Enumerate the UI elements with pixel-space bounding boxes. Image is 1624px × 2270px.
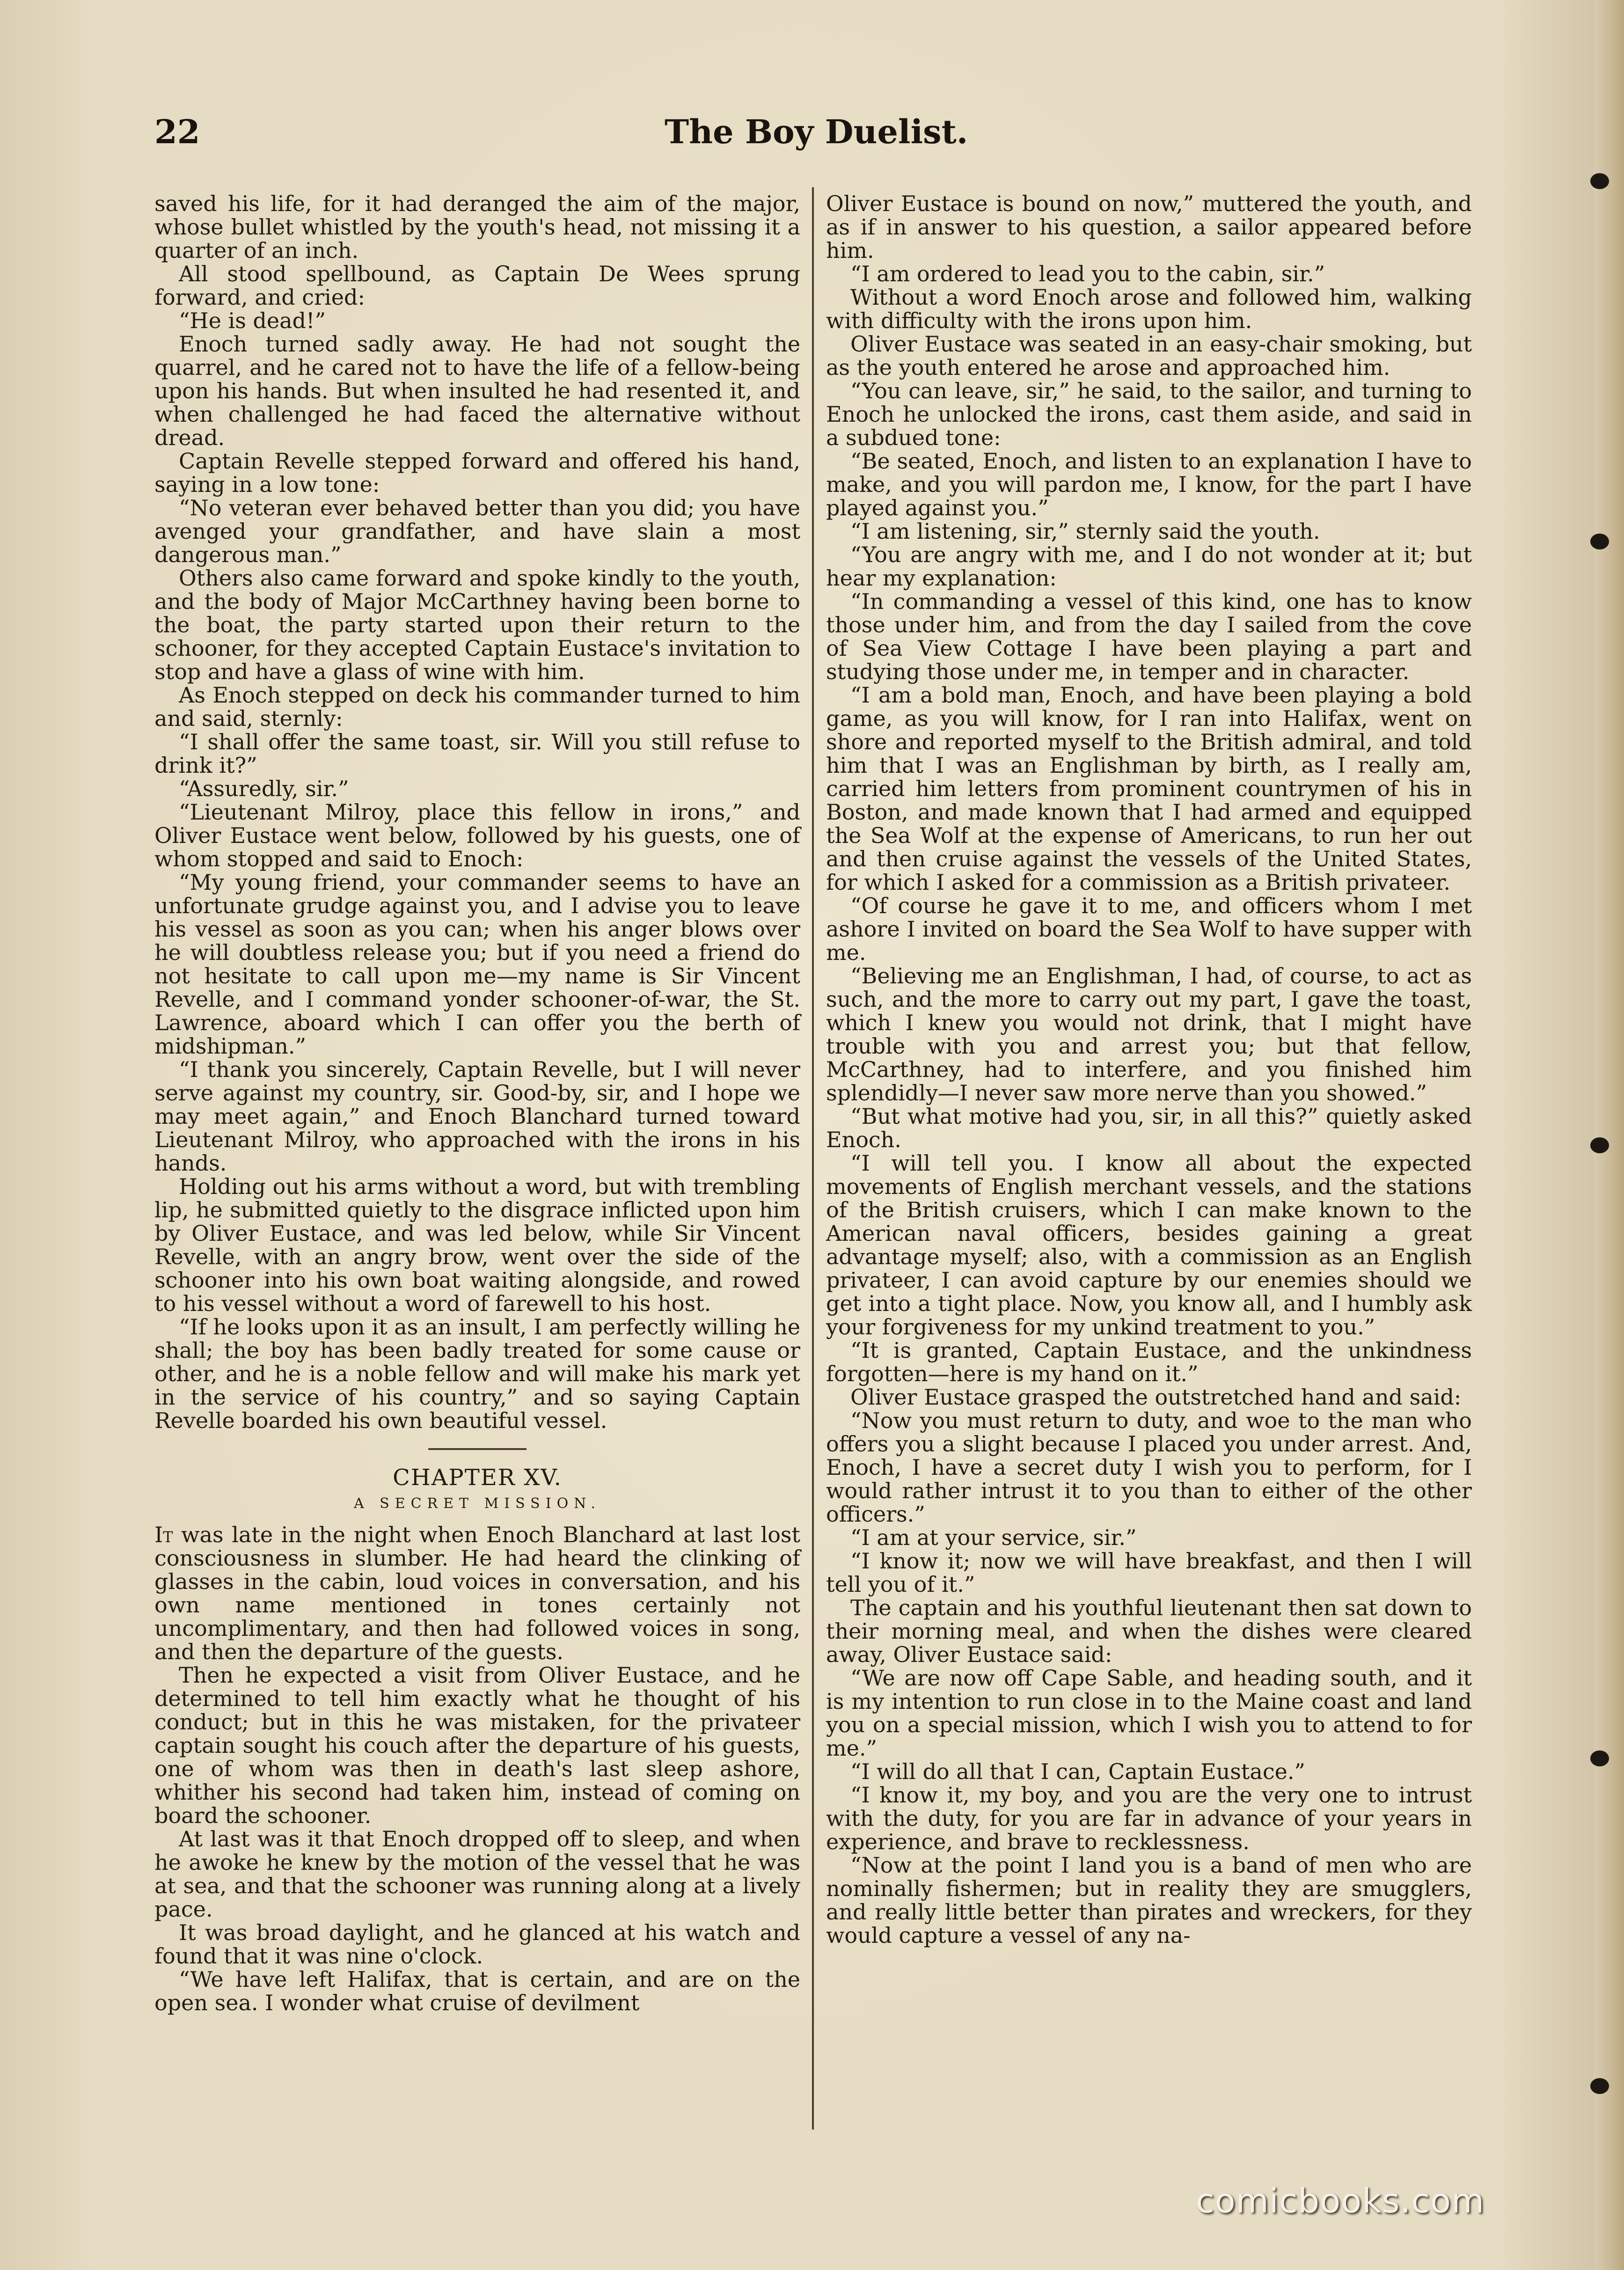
- paragraph: Oliver Eustace was seated in an easy-chair smoking, but as the youth entered he arose and approached him.: [826, 331, 1472, 380]
- chapter-heading: CHAPTER XV.: [393, 1465, 562, 1491]
- paragraph: “Lieutenant Milroy, place this fellow in irons,” and Oliver Eustace went below, followed by his guests, one of whom stopped and said to Enoch:: [154, 799, 800, 871]
- paragraph: “I am listening, sir,” sternly said the youth.: [850, 519, 1320, 544]
- binding-hole: [1590, 1750, 1609, 1766]
- paragraph: Enoch turned sadly away. He had not sought the quarrel, and he cared not to have the life of a fellow-being upon his hands. But when insulted he had resented it, and when challenged he had faced the alternative without dread.: [154, 331, 800, 450]
- paragraph: “But what motive had you, sir, in all this?” quietly asked Enoch.: [826, 1104, 1472, 1152]
- paragraph: Captain Revelle stepped forward and offered his hand, saying in a low tone:: [154, 448, 800, 497]
- paragraph: “We have left Halifax, that is certain, and are on the open sea. I wonder what cruise of devilment: [154, 1967, 800, 2015]
- chapter-subtitle: A SECRET MISSION.: [353, 1495, 601, 1512]
- paragraph: At last was it that Enoch dropped off to sleep, and when he awoke he knew by the motion of the vessel that he was at sea, and that the schooner was running along at a lively pace.: [154, 1826, 800, 1922]
- paragraph: All stood spellbound, as Captain De Wees sprung forward, and cried:: [154, 261, 800, 310]
- paragraph: “No veteran ever behaved better than you did; you have avenged your grandfather, and have slain a most dangerous man.”: [154, 495, 800, 567]
- paragraph: “You can leave, sir,” he said, to the sailor, and turning to Enoch he unlocked the irons, cast them aside, and said in a subdued tone:: [826, 378, 1472, 450]
- paragraph: Holding out his arms without a word, but with trembling lip, he submitted quietly to the disgrace inflicted upon him by Oliver Eustace, and was led below, while Sir Vincent Revelle, with an angry brow, went over the side of the schooner into his own boat waiting alongside, and rowed to his vessel without a word of farewell to his host.: [154, 1174, 800, 1316]
- watermark: comicbooks.com: [1196, 2181, 1485, 2220]
- paragraph: “I am at your service, sir.”: [850, 1525, 1137, 1550]
- page-number: 22: [154, 112, 200, 151]
- paragraph: “Now at the point I land you is a band of men who are nominally fishermen; but in reality they are smugglers, and really little better than pirates and wreckers, for they would capture a vessel of any na-: [826, 1853, 1472, 1948]
- opening-text: was late in the night when Enoch Blanchard at last lost consciousness in slumber. He had heard the clinking of glasses in the cabin, loud voices in conversation, and his own name mentioned in tones certainly not uncomplimentary, and then had followed voices in song, and then the departure of the guests.: [154, 1522, 800, 1664]
- text-column-left: [154, 192, 800, 2014]
- binding-hole: [1590, 1137, 1609, 1153]
- paragraph: Then he expected a visit from Oliver Eustace, and he determined to tell him exactly what he thought of his conduct; but in this he was mistaken, for the privateer captain sought his couch after the departure of his guests, one of whom was then in death's last sleep ashore, whither his second had taken him, instead of coming on board the schooner.: [154, 1662, 800, 1828]
- paragraph: Others also came forward and spoke kindly to the youth, and the body of Major McCarthney having been borne to the boat, the party started upon their return to the schooner, for they accepted Captain Eustace's invitation to stop and have a glass of wine with him.: [154, 565, 800, 684]
- paragraph: “I am a bold man, Enoch, and have been playing a bold game, as you will know, for I ran into Halifax, went on shore and reported myself to the British admiral, and told him that I was an Englishman by birth, as I really am, carried him letters from prominent countrymen of his in Boston, and made known that I had armed and equipped the Sea Wolf at the expense of Americans, to run her out and then cruise against the vessels of the United States, for which I asked for a commission as a British privateer.: [826, 682, 1472, 895]
- paragraph: “Now you must return to duty, and woe to the man who offers you a slight because I placed you under arrest. And, Enoch, I have a secret duty I wish you to perform, for I would rather intrust it to you than to either of the other officers.”: [826, 1408, 1472, 1527]
- paragraph: It was broad daylight, and he glanced at his watch and found that it was nine o'clock.: [154, 1920, 800, 1969]
- paragraph: saved his life, for it had deranged the aim of the major, whose bullet whistled by the youth's head, not missing it a quarter of an inch.: [154, 191, 800, 263]
- paragraph: “Believing me an Englishman, I had, of course, to act as such, and the more to carry out my part, I gave the toast, which I knew you would not drink, that I might have trouble with you and arrest you; but that fellow, McCarthney, had to interfere, and you finished him splendidly—I never saw more nerve than you showed.”: [826, 963, 1472, 1106]
- paragraph: “I thank you sincerely, Captain Revelle, but I will never serve against my country, sir. Good-by, sir, and I hope we may meet again,” and Enoch Blanchard turned toward Lieutenant Milroy, who approached with the irons in his hands.: [154, 1057, 800, 1176]
- paragraph: “In commanding a vessel of this kind, one has to know those under him, and from the day I sailed from the cove of Sea View Cottage I have been playing a part and studying those under me, in temper and in character.: [826, 589, 1472, 684]
- paragraph: Without a word Enoch arose and followed him, walking with difficulty with the irons upon him.: [826, 285, 1472, 333]
- paragraph: The captain and his youthful lieutenant then sat down to their morning meal, and when the dishes were cleared away, Oliver Eustace said:: [826, 1595, 1472, 1667]
- binding-hole: [1590, 534, 1609, 549]
- chapter-opening-paragraph: [154, 1523, 800, 1663]
- page-edge-strip: [1594, 0, 1624, 2270]
- paragraph: As Enoch stepped on deck his commander turned to him and said, sternly:: [154, 682, 800, 731]
- paragraph: “You are angry with me, and I do not wonder at it; but hear my explanation:: [826, 542, 1472, 591]
- paragraph: “If he looks upon it as an insult, I am perfectly willing he shall; the boy has been badly treated for some cause or other, and he is a noble fellow and will make his mark yet in the service of his country,” and so saying Captain Revelle boarded his own beautiful vessel.: [154, 1314, 800, 1433]
- running-title: The Boy Duelist.: [665, 112, 968, 151]
- paragraph: “Of course he gave it to me, and officers whom I met ashore I invited on board the Sea Wolf to have supper with me.: [826, 893, 1472, 965]
- paragraph: “I know it, my boy, and you are the very one to intrust with the duty, for you are far in advance of your years in experience, and brave to recklessness.: [826, 1782, 1472, 1854]
- paragraph: “I will tell you. I know all about the expected movements of English merchant vessels, and the stations of the British cruisers, which I can make known to the American naval officers, besides gaining a great advantage myself; also, with a commission as an English privateer, I can avoid capture by our enemies should we get into a tight place. Now, you know all, and I humbly ask your forgiveness for my unkind treatment to you.”: [826, 1150, 1472, 1340]
- column-divider: [812, 187, 814, 2130]
- paragraph: “It is granted, Captain Eustace, and the unkindness forgotten—here is my hand on it.”: [826, 1338, 1472, 1386]
- paragraph: “He is dead!”: [179, 308, 326, 333]
- paragraph: “I am ordered to lead you to the cabin, sir.”: [850, 261, 1325, 286]
- paragraph: “I will do all that I can, Captain Eustace.”: [850, 1759, 1305, 1784]
- paragraph: “We are now off Cape Sable, and heading south, and it is my intention to run close in to the Maine coast and land you on a special mission, which I wish you to attend to for me.”: [826, 1665, 1472, 1761]
- paragraph: “Assuredly, sir.”: [179, 776, 349, 801]
- text-column-right: [826, 192, 1472, 1947]
- page-header: [154, 112, 1456, 159]
- opening-word: It: [154, 1522, 173, 1547]
- binding-hole: [1590, 2078, 1609, 2094]
- paragraph: Oliver Eustace is bound on now,” muttered the youth, and as if in answer to his question, a sailor appeared before him.: [826, 191, 1472, 263]
- binding-hole: [1590, 173, 1609, 189]
- paragraph: “My young friend, your commander seems to have an unfortunate grudge against you, and I advise you to leave his vessel as soon as you can; when his anger blows over he will doubtless release you; but if you need a friend do not hesitate to call upon me—my name is Sir Vincent Revelle, and I command yonder schooner-of-war, the St. Lawrence, aboard which I can offer you the berth of midshipman.”: [154, 870, 800, 1059]
- paragraph: Oliver Eustace grasped the outstretched hand and said:: [850, 1384, 1462, 1410]
- paragraph: “I shall offer the same toast, sir. Will you still refuse to drink it?”: [154, 729, 800, 778]
- paragraph: “Be seated, Enoch, and listen to an explanation I have to make, and you will pardon me, I know, for the part I have played against you.”: [826, 448, 1472, 520]
- chapter-divider-rule: [428, 1448, 527, 1450]
- paragraph: “I know it; now we will have breakfast, and then I will tell you of it.”: [826, 1548, 1472, 1597]
- chapter-header: [154, 1448, 800, 1516]
